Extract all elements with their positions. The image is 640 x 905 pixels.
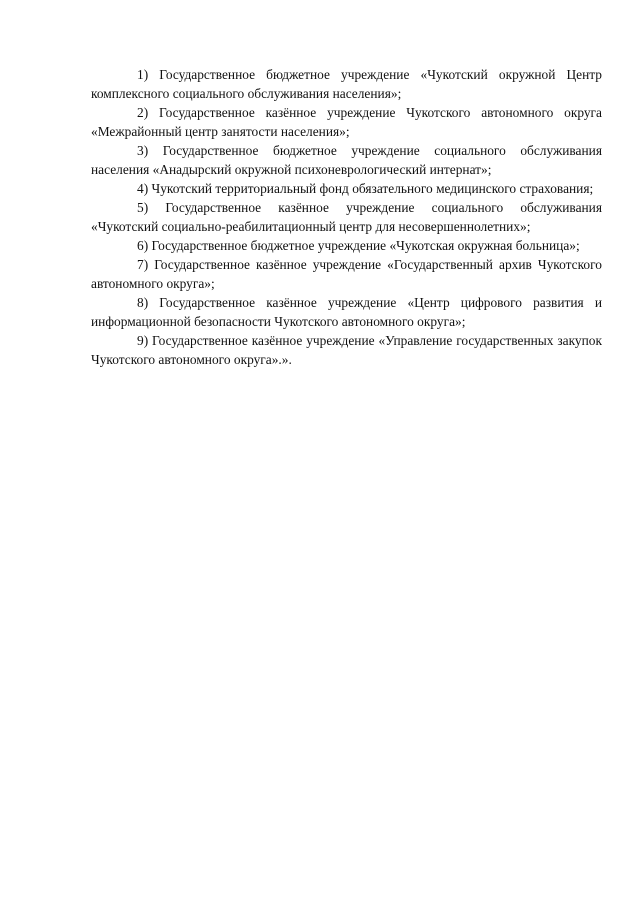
- list-item: 2) Государственное казённое учреждение Чукотского автономного округа «Межрайонный центр занятости населения»;: [91, 105, 602, 139]
- list-item: 3) Государственное бюджетное учреждение социального обслуживания населения «Анадырский окружной психоневрологический интернат»;: [91, 143, 602, 177]
- document-body: [91, 65, 602, 369]
- list-item: 5) Государственное казённое учреждение социального обслуживания «Чукотский социально-реабилитационный центр для несовершеннолетних»;: [91, 200, 602, 234]
- list-item: 4) Чукотский территориальный фонд обязательного медицинского страхования;: [137, 181, 594, 196]
- list-item: 9) Государственное казённое учреждение «Управление государственных закупок Чукотского автономного округа».».: [91, 333, 602, 367]
- list-item: 7) Государственное казённое учреждение «Государственный архив Чукотского автономного округа»;: [91, 257, 602, 291]
- list-item: 8) Государственное казённое учреждение «Центр цифрового развития и информационной безопасности Чукотского автономного округа»;: [91, 295, 602, 329]
- list-item: 1) Государственное бюджетное учреждение «Чукотский окружной Центр комплексного социального обслуживания населения»;: [91, 67, 602, 101]
- list-item: 6) Государственное бюджетное учреждение «Чукотская окружная больница»;: [137, 238, 580, 253]
